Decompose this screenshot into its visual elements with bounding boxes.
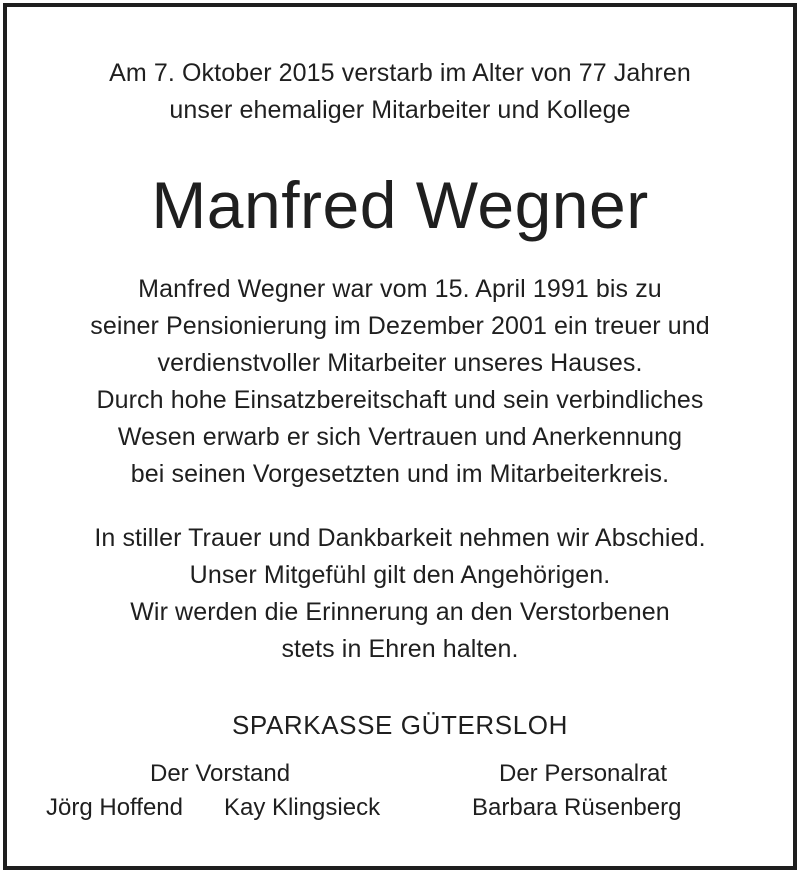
farewell-line-2: Unser Mitgefühl gilt den Angehörigen. bbox=[189, 561, 611, 589]
farewell-line-1: In stiller Trauer und Dankbarkeit nehmen wir Abschied. bbox=[94, 524, 706, 552]
tribute-line-5: Wesen erwarb er sich Vertrauen und Anerkennung bbox=[117, 423, 683, 451]
intro-line-2: unser ehemaliger Mitarbeiter und Kollege bbox=[169, 96, 631, 124]
board-member-1: Jörg Hoffend bbox=[46, 794, 183, 821]
tribute-line-4: Durch hohe Einsatzbereitschaft und sein verbindliches bbox=[96, 386, 704, 414]
staff-council-member-1: Barbara Rüsenberg bbox=[472, 794, 682, 821]
tribute-line-3: verdienstvoller Mitarbeiter unseres Hauses. bbox=[157, 349, 643, 377]
intro-line-1: Am 7. Oktober 2015 verstarb im Alter von 77 Jahren bbox=[109, 59, 691, 87]
obituary-notice bbox=[3, 3, 797, 870]
staff-council-title: Der Personalrat bbox=[499, 760, 668, 787]
tribute-line-1: Manfred Wegner war vom 15. April 1991 bis zu bbox=[138, 275, 662, 303]
organization-name: SPARKASSE GÜTERSLOH bbox=[231, 710, 568, 740]
tribute-line-6: bei seinen Vorgesetzten und im Mitarbeiterkreis. bbox=[130, 460, 670, 488]
tribute-line-2: seiner Pensionierung im Dezember 2001 ein treuer und bbox=[90, 312, 710, 340]
board-title: Der Vorstand bbox=[150, 760, 291, 787]
farewell-line-3: Wir werden die Erinnerung an den Verstorbenen bbox=[130, 598, 670, 626]
farewell-line-4: stets in Ehren halten. bbox=[281, 635, 519, 663]
board-member-2: Kay Klingsieck bbox=[224, 794, 381, 821]
deceased-name: Manfred Wegner bbox=[151, 168, 649, 242]
